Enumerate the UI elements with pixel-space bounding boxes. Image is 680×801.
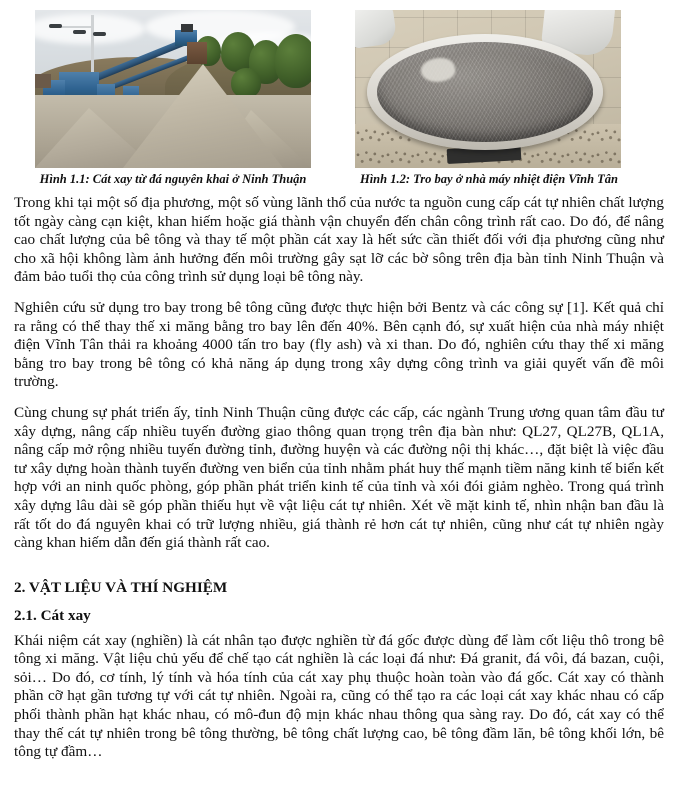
figure-1-2-caption: Hình 1.2: Tro bay ở nhà máy nhiệt điện Vĩnh Tân xyxy=(359,172,619,186)
loader-bucket xyxy=(35,74,51,88)
figure-1-1 xyxy=(35,10,311,187)
crusher-motor xyxy=(181,24,193,32)
figure-1-1-caption: Hình 1.1: Cát xay từ đá nguyên khai ở Ninh Thuận xyxy=(39,172,307,186)
figure-1-2 xyxy=(355,10,621,187)
tree-shape xyxy=(231,68,261,98)
hopper-box xyxy=(187,42,207,64)
body-text-column xyxy=(14,194,664,762)
figure-row xyxy=(0,10,680,195)
quarry-crusher-sand-pile-photo xyxy=(35,10,311,168)
paragraph-1: Trong khi tại một số địa phương, một số vùng lãnh thổ của nước ta nguồn cung cấp cát tự nhiên chất lượng tốt ngày càng cạn kiệt, khan hiếm hoặc giá thành vận chuyển đến chân công trình rất cao. Do đó, để nâng cao chất lượng của bê tông và thay tế một phần cát xay là hết sức cần thiết đối với địa phương cũng như cho xã hội không làm ảnh hưởng đến môi trường gây sạt lỡ các bờ sông trên địa bàn tỉnh Ninh Thuận và đảm bảo tuổi thọ của công trình sử dụng loại bê tông này. xyxy=(14,194,664,286)
fly-ash-tray-photo xyxy=(355,10,621,168)
fly-ash-heap xyxy=(377,42,593,142)
tree-shape xyxy=(275,34,311,88)
paragraph-2: Nghiên cứu sử dụng tro bay trong bê tông cũng được thực hiện bởi Bentz và các công sự [1]. Kết quả chỉ ra rằng có thể thay thế xi măng bằng tro bay lên đến 40%. Bên cạnh đó, sự xuất hiện của nhà máy nhiệt điện Vĩnh Tân thải ra khoảng 4000 tấn tro bay (fly ash) và xi than. Do đó, nghiên cứu thay thế xi măng bằng tro bay trong bê tông có khả năng áp dụng trong xây dựng công trình va giải quyết vấn đề môi trường. xyxy=(14,298,664,391)
street-lamp-icon xyxy=(93,32,106,36)
street-lamp-icon xyxy=(49,24,62,28)
section-heading: 2. VẬT LIỆU VÀ THÍ NGHIỆM xyxy=(14,578,228,596)
subsection-heading: 2.1. Cát xay xyxy=(14,606,91,624)
street-lamp-icon xyxy=(73,30,86,34)
ash-texture xyxy=(377,42,593,142)
paragraph-4: Khái niệm cát xay (nghiền) là cát nhân tạo được nghiền từ đá gốc được dùng để làm cốt liệu thô trong bê tông xi măng. Vật liệu chủ yếu để chế tạo cát nghiền là các loại đá như: Đá granit, đá vôi, đá bazan, cuội, sỏi… Do đó, cơ tính, lý tính và hóa tính của cát xay phụ thuộc hoàn toàn vào đá gốc. Cát xay có thành phần cỡ hạt gần tương tự với cát tự nhiên. Ngoài ra, cũng có thể tạo ra các loại cát xay khác nhau có cấp phối thành phần hạt khác nhau, có mô-đun độ mịn khác nhau thông qua sàng ray. Do đó, cát xay có thể thay thế cát tự nhiên trong bê tông thường, bê tông chất lượng cao, bê tông đầm lăn, bê tông khối lớn, bê tông tự đầm… xyxy=(14,631,664,761)
paragraph-3: Cùng chung sự phát triển ấy, tỉnh Ninh Thuận cũng được các cấp, các ngành Trung ương quan tâm đầu tư xây dựng, nâng cấp nhiều tuyến đường giao thông quan trọng trên địa bàn như: QL27, QL27B, QL1A, nâng cấp mở rộng nhiều tuyến đường tỉnh, đường huyện và các đường nội thị khác…, đặt biệt là việc đầu tư xây dựng hoàn thành tuyến đường ven biển của tỉnh nhằm phát huy thế mạnh tiềm năng kinh tế biển kết hợp với an ninh quốc phòng, góp phần phát triển kinh tế của tỉnh và xói đói giảm nghèo. Trong quá trình xây dựng lâu dài sẽ góp phần thiếu hụt về vật liệu cát tự nhiên. Xét về mặt kinh tế, nhìn nhận ban đầu là rất tốt do đá nguyên khai có trữ lượng nhiều, giá thành rẻ hơn cát tự nhiên, cũng như cát tự nhiên ngày càng khan hiếm dẫn đến giá thành rất cao. xyxy=(14,403,664,552)
